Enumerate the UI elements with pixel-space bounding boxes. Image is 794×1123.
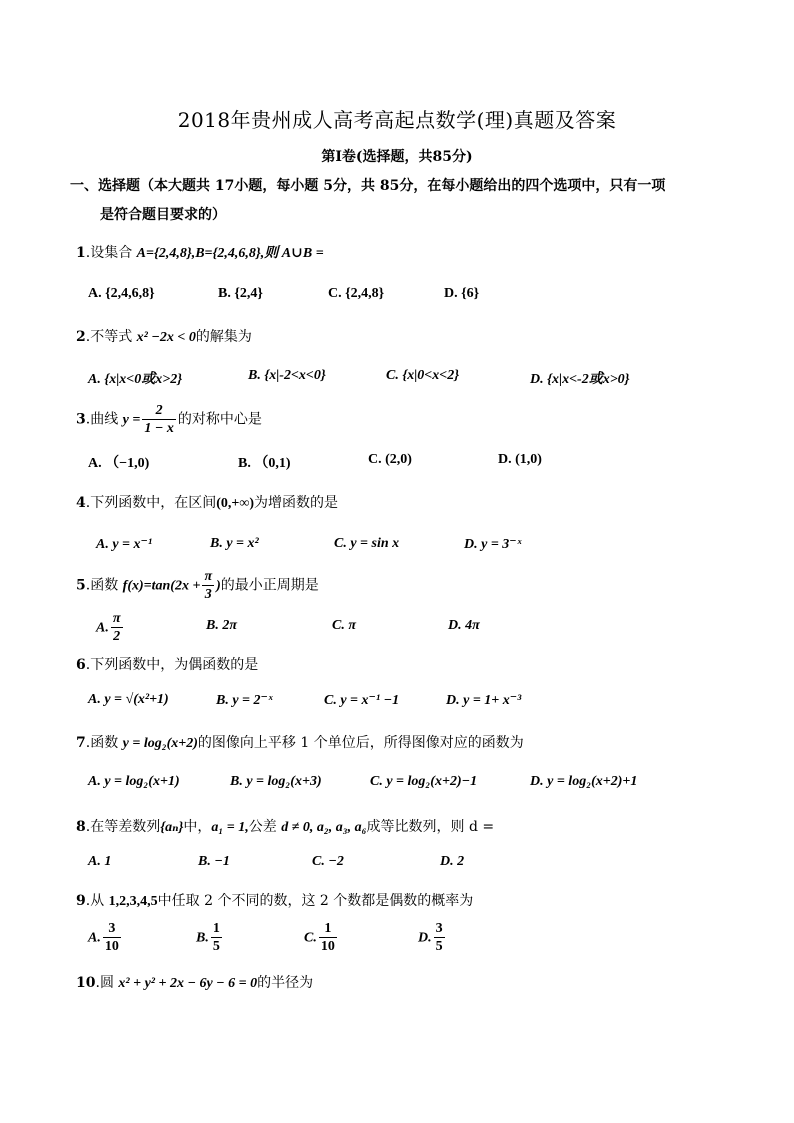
option-b: B. y = 2⁻ˣ: [216, 693, 273, 708]
question-text: 函数: [90, 735, 123, 751]
question-text-end: 的解集为: [195, 329, 252, 345]
question-text-mid-2: 公差: [248, 819, 282, 835]
option-d: D. 2: [440, 854, 465, 869]
fraction-denominator: 10: [104, 939, 119, 954]
option-b: B. −1: [198, 854, 230, 869]
fraction-numerator: 1: [319, 920, 337, 938]
option-d: D. {x|x<-2或x>0}: [530, 372, 630, 387]
question-math-3: d ≠ 0, a₂, a₃, a₆: [281, 820, 367, 835]
option-a-label: A.: [88, 930, 101, 946]
option-c: [304, 920, 339, 955]
option-c: C. {x|0<x<2}: [386, 368, 460, 383]
option-c-label: C.: [304, 930, 317, 946]
option-a: A. {x|x<0或x>2}: [88, 372, 183, 387]
option-d: D. y = log₂(x+2)+1: [530, 774, 638, 789]
option-d: D. y = 3⁻ˣ: [464, 537, 522, 552]
option-c: C. {2,4,8}: [328, 286, 385, 301]
question-text: 圆: [99, 975, 119, 991]
question-math: y =: [122, 412, 141, 428]
question-text-end: 的图像向上平移 1 个单位后，所得图像对应的函数为: [197, 735, 524, 751]
question-3: 3.曲线 y = $\frac{2}{1 - x}$ 的对称中心是: [76, 403, 262, 436]
question-10: 10.圆 x² + y² + 2x − 6y − 6 = 0的半径为: [76, 975, 314, 991]
question-text: 下列函数中，为偶函数的是: [90, 657, 259, 673]
question-2: 2.不等式 x² −2x < 0的解集为: [76, 329, 252, 345]
fraction-numerator: 1: [212, 921, 220, 936]
question-text-mid: 中，: [183, 819, 212, 835]
option-c: C. y = sin x: [334, 536, 400, 551]
option-b: B. {2,4}: [218, 286, 263, 301]
fraction-denominator: 5: [212, 939, 220, 954]
question-math: (0,+∞): [216, 496, 254, 511]
question-math: A={2,4,8},B={2,4,6,8},: [136, 246, 265, 261]
option-a: A. y = √(x²+1): [88, 692, 169, 707]
question-number: 8: [76, 819, 86, 835]
option-d: D. y = 1+ x⁻³: [446, 693, 522, 708]
question-8: 8.在等差数列{aₙ}中，a₁ = 1,公差 d ≠ 0, a₂, a₃, a₆成等比数列，则 d =: [76, 819, 495, 835]
fraction: [111, 610, 123, 645]
fraction: [142, 402, 175, 437]
question-math: f(x)=tan(2x +: [122, 578, 201, 594]
option-b: B. 2π: [206, 618, 237, 633]
fraction-numerator: 3: [435, 921, 443, 936]
question-math: 1,2,3,4,5: [108, 894, 158, 909]
fraction: [103, 920, 121, 955]
question-text: 函数: [90, 577, 123, 594]
section-line-1: 一、选择题（本大题共 17小题，每小题 5分，共 85分，在每小题给出的四个选项中，只有一项: [70, 178, 666, 194]
question-6: 6.下列函数中，为偶函数的是: [76, 657, 259, 673]
fraction-numerator: π: [204, 569, 213, 584]
part-subtitle: 第Ⅰ卷(选择题，共85分): [321, 149, 473, 165]
question-1: 1.设集合 A={2,4,8},B={2,4,6,8},则 A∪B =: [76, 245, 324, 261]
option-b: B. （0,1): [238, 456, 291, 471]
question-7: 7.函数 y = log₂(x+2)的图像向上平移 1 个单位后，所得图像对应的函数为: [76, 735, 524, 751]
option-d: [418, 920, 447, 955]
option-b: B. y = x²: [210, 536, 259, 551]
question-text: 设集合: [90, 245, 137, 261]
option-a: A. （−1,0): [88, 456, 150, 471]
question-math: y = log₂(x+2): [122, 736, 198, 751]
question-text: 从: [90, 893, 109, 909]
fraction-denominator: 5: [435, 939, 443, 954]
question-text-end: 的半径为: [257, 975, 314, 991]
option-a: [96, 610, 125, 645]
option-c: C. y = log₂(x+2)−1: [370, 774, 478, 789]
section-line-2: 是符合题目要求的）: [100, 207, 226, 223]
fraction-denominator: 2: [113, 629, 121, 644]
question-number: 5: [76, 577, 86, 594]
question-number: 10: [76, 975, 96, 991]
fraction-denominator: 1 − x: [144, 421, 174, 436]
option-b-label: B.: [196, 930, 209, 946]
question-text-end: 则 A∪B =: [264, 246, 324, 261]
fraction-denominator: 3: [204, 587, 212, 602]
fraction-numerator: 2: [142, 402, 175, 420]
fraction: [202, 568, 214, 603]
option-b: [196, 920, 224, 955]
section-instructions: [70, 172, 710, 230]
question-9: 9.从 1,2,3,4,5中任取 2 个不同的数，这 2 个数都是偶数的概率为: [76, 893, 474, 909]
question-5: 5.函数 f(x)=tan(2x + $\frac{\pi}{3}$ )的最小正周期是: [76, 569, 319, 602]
question-number: 7: [76, 735, 86, 751]
option-a: A. {2,4,6,8}: [88, 286, 155, 301]
question-text-end: 中任取 2 个不同的数，这 2 个数都是偶数的概率为: [157, 893, 474, 909]
option-a: A. y = log₂(x+1): [88, 774, 180, 789]
question-number: 1: [76, 245, 86, 261]
question-text-end: 的对称中心是: [177, 411, 262, 428]
question-number: 4: [76, 495, 86, 511]
option-c: C. y = x⁻¹ −1: [324, 693, 400, 708]
question-number: 9: [76, 893, 86, 909]
question-number: 2: [76, 329, 86, 345]
option-a: A. 1: [88, 854, 112, 869]
question-text: 不等式: [90, 329, 137, 345]
option-d-label: D.: [418, 930, 432, 946]
question-text: 曲线: [90, 411, 123, 428]
option-c: C. π: [332, 618, 356, 633]
option-b: B. {x|-2<x<0}: [248, 368, 326, 383]
fraction: [319, 920, 337, 955]
question-text-end: 的最小正周期是: [220, 577, 319, 594]
fraction-numerator: 3: [103, 920, 121, 938]
fraction-numerator: π: [112, 611, 121, 626]
question-number: 6: [76, 657, 86, 673]
question-math: {aₙ}: [160, 820, 184, 835]
closing-paren: ): [216, 578, 221, 594]
question-math: x² −2x < 0: [136, 330, 196, 345]
question-math-2: a₁ = 1,: [211, 820, 249, 835]
question-text: 在等差数列: [90, 819, 161, 835]
fraction: [434, 920, 445, 955]
question-number: 3: [76, 411, 86, 428]
question-text: 下列函数中，在区间: [90, 495, 217, 511]
option-b: B. y = log₂(x+3): [230, 774, 322, 789]
option-d: D. 4π: [448, 618, 480, 633]
fraction: [211, 920, 222, 955]
option-a: A. y = x⁻¹: [96, 537, 153, 552]
question-text-end: 为增函数的是: [254, 495, 338, 511]
option-c: C. (2,0): [368, 452, 412, 467]
fraction-denominator: 10: [320, 939, 335, 954]
option-c: C. −2: [312, 854, 344, 869]
question-math: x² + y² + 2x − 6y − 6 = 0: [118, 976, 258, 991]
option-a-label: A.: [96, 620, 109, 636]
page-title: 2018年贵州成人高考高起点数学(理)真题及答案: [177, 108, 617, 132]
option-d: D. {6}: [444, 286, 480, 301]
question-4: 4.下列函数中，在区间(0,+∞)为增函数的是: [76, 495, 338, 511]
option-d: D. (1,0): [498, 452, 542, 467]
option-a: [88, 920, 123, 955]
question-text-end: 成等比数列，则 d =: [366, 819, 495, 835]
